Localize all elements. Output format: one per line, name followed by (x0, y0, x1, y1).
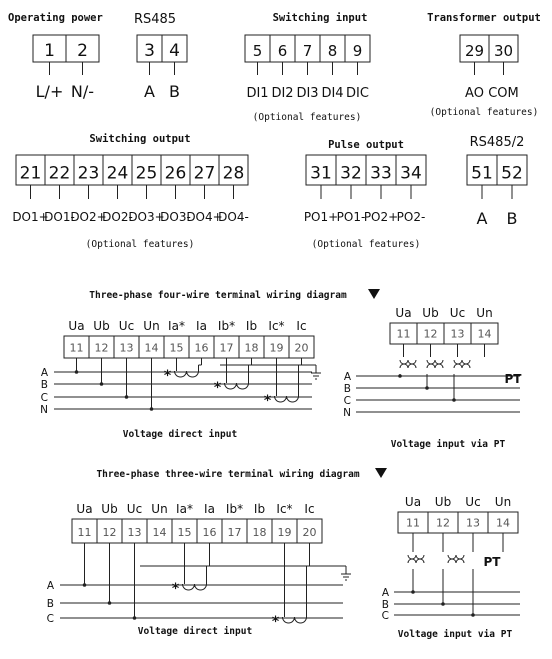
power-terminal-label: N/- (70, 82, 95, 101)
phase-line-label: C (40, 392, 48, 404)
switching_input-terminal-number: 7 (302, 42, 313, 61)
pt-terminal-number: 13 (450, 327, 465, 341)
switching-input-note: (Optional features) (252, 112, 362, 123)
rs485_2-terminal-label: A (476, 209, 488, 228)
pt-terminal-number: 12 (423, 327, 438, 341)
pt-phase-line-label: C (343, 395, 351, 407)
pt-phase-line-label: B (343, 383, 351, 395)
pt-terminal-label: Ua (395, 306, 412, 320)
junction-dot (441, 602, 445, 606)
junction-dot (133, 616, 137, 620)
switching_output-terminal-label: DO1- (44, 210, 75, 224)
terminal-number: 20 (294, 341, 309, 355)
switching_input-terminal-label: DI2 (271, 86, 294, 101)
pt-phase-line-label: A (343, 371, 351, 383)
pulse_output-terminal-number: 33 (370, 163, 392, 184)
pt-label: PT (504, 372, 522, 386)
terminal-label: Ub (93, 319, 110, 333)
switching-input-heading: Switching input (272, 12, 368, 24)
switching_input-terminal-number: 8 (327, 42, 338, 61)
junction-dot (100, 382, 104, 386)
transformer_output-terminal-label: AO (465, 86, 484, 101)
polarity-star-icon: * (271, 614, 280, 630)
pt-coil (448, 555, 464, 559)
terminal-label: Ub (101, 502, 118, 516)
junction-dot (411, 590, 415, 594)
terminal-label: Uc (118, 319, 135, 333)
pt-terminal-number: 14 (496, 516, 510, 530)
caption-left: Voltage direct input (137, 626, 253, 637)
phase-line-label: B (40, 379, 48, 391)
pt-coil (400, 364, 416, 368)
switching_output-terminal-label: DO3+ (128, 210, 165, 224)
terminal-number: 19 (269, 341, 284, 355)
terminal-label: Ib* (217, 319, 236, 333)
terminal-number: 20 (302, 525, 317, 539)
phase-line-label: B (46, 598, 54, 610)
rs485-terminal-label: A (144, 82, 155, 101)
phase-line-label: A (46, 580, 54, 592)
junction-dot (75, 370, 79, 374)
pt-terminal-number: 11 (396, 327, 411, 341)
pulse_output-terminal-label: PO1+ (303, 210, 339, 224)
power-terminal-label: L/+ (35, 82, 64, 101)
rs485-terminal-number: 3 (144, 41, 155, 62)
transformer_output-terminal-label: COM (488, 86, 519, 101)
junction-dot (150, 407, 154, 411)
switching_input-terminal-number: 9 (352, 42, 363, 61)
power-terminal-number: 1 (44, 41, 55, 62)
caption-right: Voltage input via PT (397, 629, 513, 640)
rs485_2-terminal-label: B (506, 209, 518, 228)
terminal-label: Ia (196, 319, 207, 333)
pt-terminal-label: Uc (449, 306, 466, 320)
junction-dot (452, 398, 456, 402)
polarity-star-icon: * (213, 380, 222, 396)
terminal-number: 19 (277, 525, 292, 539)
caption-right: Voltage input via PT (390, 439, 506, 450)
switching_input-terminal-label: DIC (346, 86, 369, 101)
pulse-output-heading: Pulse output (328, 139, 404, 151)
pt-terminal-label: Un (476, 306, 493, 320)
switching_input-terminal-label: DI4 (321, 86, 344, 101)
junction-dot (425, 386, 429, 390)
switching_output-terminal-number: 23 (77, 163, 100, 184)
pt-coil (427, 364, 443, 368)
pulse_output-terminal-number: 31 (310, 163, 332, 184)
caption-left: Voltage direct input (122, 429, 238, 440)
pt-terminal-label: Ub (422, 306, 439, 320)
switching_input-terminal-number: 5 (252, 42, 263, 61)
terminal-label: Un (151, 502, 168, 516)
terminal-label: Ia (204, 502, 215, 516)
power-terminal-number: 2 (77, 41, 88, 62)
terminal-label: Ia* (168, 319, 185, 333)
pulse_output-terminal-number: 32 (340, 163, 362, 184)
junction-dot (83, 583, 87, 587)
terminal-number: 15 (169, 341, 184, 355)
junction-dot (125, 395, 129, 399)
terminal-number: 13 (127, 525, 142, 539)
switching_output-terminal-label: DO2+ (70, 210, 107, 224)
polarity-star-icon: * (163, 368, 172, 384)
terminal-label: Ua (76, 502, 93, 516)
rs485-2-heading: RS485/2 (469, 135, 525, 150)
switching_output-terminal-label: DO1+ (12, 210, 49, 224)
terminal-label: Ua (68, 319, 85, 333)
terminal-label: Ib (245, 319, 258, 333)
switching_input-terminal-label: DI3 (296, 86, 319, 101)
phase-line-label: N (40, 404, 48, 416)
terminal-number: 14 (152, 525, 167, 539)
terminal-label: Ib* (225, 502, 244, 516)
terminal-number: 16 (202, 525, 217, 539)
transformer-output-heading: Transformer output (427, 12, 541, 24)
switching_output-terminal-label: DO4+ (186, 210, 223, 224)
pt-terminal-number: 11 (406, 516, 420, 530)
pt-coil (408, 559, 424, 563)
pulse_output-terminal-label: PO1- (336, 210, 366, 224)
pt-coil (448, 559, 464, 563)
switching_output-terminal-label: DO2- (102, 210, 133, 224)
switching_input-terminal-label: DI1 (246, 86, 269, 101)
polarity-star-icon: * (171, 581, 180, 597)
terminal-label: Ic* (276, 502, 293, 516)
terminal-number: 16 (194, 341, 209, 355)
rs485_2-terminal-number: 52 (501, 163, 523, 184)
pt-terminal-label: Un (494, 495, 512, 509)
terminal-label: Ia* (176, 502, 193, 516)
terminal-number: 15 (177, 525, 192, 539)
triangle-down-icon (368, 289, 380, 299)
switching_output-terminal-number: 27 (193, 163, 216, 184)
terminal-label: Ic (304, 502, 315, 516)
switching_output-terminal-label: DO4- (218, 210, 249, 224)
rs485-terminal-number: 4 (169, 41, 180, 62)
pt-terminal-number: 12 (436, 516, 450, 530)
switching_output-terminal-number: 22 (48, 163, 71, 184)
switching_output-terminal-number: 24 (106, 163, 129, 184)
terminal-number: 12 (94, 341, 109, 355)
pt-phase-line-label: C (381, 610, 389, 622)
pt-coil (408, 555, 424, 559)
switching_output-terminal-number: 26 (164, 163, 187, 184)
pulse_output-terminal-label: PO2- (396, 210, 426, 224)
terminal-number: 13 (119, 341, 134, 355)
pt-terminal-number: 14 (477, 327, 492, 341)
diagram-title: Three-phase three-wire terminal wiring diagram (96, 469, 360, 480)
terminal-number: 14 (144, 341, 159, 355)
terminal-number: 17 (227, 525, 242, 539)
switching-output-note: (Optional features) (85, 239, 195, 250)
transformer_output-terminal-number: 29 (464, 42, 485, 61)
junction-dot (398, 374, 402, 378)
junction-dot (108, 601, 112, 605)
switching_output-terminal-label: DO3- (160, 210, 191, 224)
pt-coil (400, 360, 416, 364)
phase-line-label: A (40, 367, 48, 379)
switching_output-terminal-number: 28 (222, 163, 245, 184)
terminal-number: 18 (252, 525, 267, 539)
junction-dot (471, 613, 475, 617)
diagram-title: Three-phase four-wire terminal wiring diagram (89, 290, 347, 301)
triangle-down-icon (375, 468, 387, 478)
terminal-label: Ic* (268, 319, 285, 333)
rs485-terminal-label: B (169, 82, 180, 101)
transformer-output-note: (Optional features) (429, 107, 539, 118)
pt-phase-line-label: N (343, 407, 351, 419)
pt-coil (427, 360, 443, 364)
pt-phase-line-label: A (381, 587, 389, 599)
terminal-label: Un (143, 319, 160, 333)
pt-phase-line-label: B (381, 599, 389, 611)
rs485_2-terminal-number: 51 (471, 163, 493, 184)
transformer_output-terminal-number: 30 (493, 42, 514, 61)
polarity-star-icon: * (263, 393, 272, 409)
terminal-label: Ic (296, 319, 307, 333)
pt-terminal-label: Ua (404, 495, 422, 509)
switching-output-heading: Switching output (89, 133, 191, 145)
terminal-number: 11 (77, 525, 92, 539)
phase-line-label: C (46, 613, 54, 625)
pulse_output-terminal-label: PO2+ (363, 210, 399, 224)
pt-coil (454, 364, 470, 368)
terminal-number: 11 (69, 341, 84, 355)
terminal-label: Ib (253, 502, 266, 516)
switching_output-terminal-number: 21 (19, 163, 42, 184)
rs485-heading: RS485 (133, 12, 177, 27)
switching_input-terminal-number: 6 (277, 42, 288, 61)
pulse-output-note: (Optional features) (311, 239, 421, 250)
pt-coil (454, 360, 470, 364)
pt-terminal-number: 13 (466, 516, 480, 530)
pt-terminal-label: Uc (465, 495, 481, 509)
pt-label: PT (483, 555, 501, 569)
switching_output-terminal-number: 25 (135, 163, 158, 184)
terminal-label: Uc (126, 502, 143, 516)
pulse_output-terminal-number: 34 (400, 163, 422, 184)
terminal-number: 12 (102, 525, 117, 539)
pt-terminal-label: Ub (434, 495, 452, 509)
power-heading: Operating power (8, 12, 103, 24)
terminal-number: 18 (244, 341, 259, 355)
terminal-number: 17 (219, 341, 234, 355)
